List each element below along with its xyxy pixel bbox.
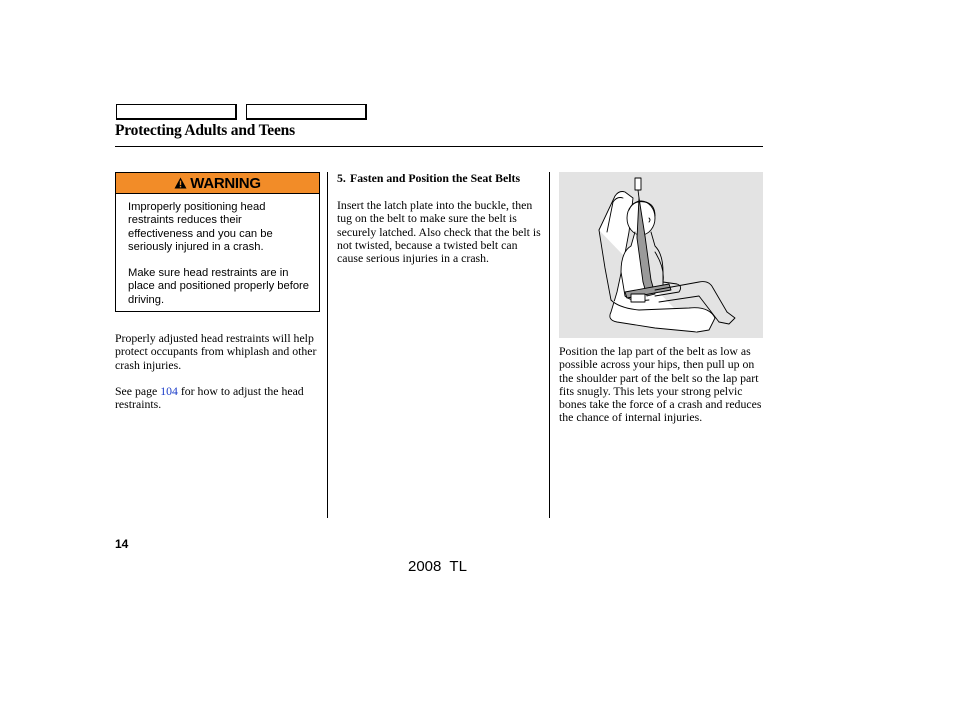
head-restraint-paragraph: Properly adjusted head restraints will help protect occupants from whiplash and other crash injuries.	[115, 331, 317, 372]
warning-body	[116, 194, 319, 307]
column-divider-right	[549, 172, 550, 518]
warning-label: WARNING	[190, 174, 261, 192]
nav-button-table-of-contents[interactable]	[246, 104, 367, 120]
page-104-link[interactable]: 104	[160, 384, 178, 398]
warning-paragraph: Improperly positioning head restraints reduces their effectiveness and you can be seriously injured in a crash.	[128, 201, 273, 253]
step-number: 5.	[337, 171, 346, 185]
page-number: 14	[115, 537, 129, 551]
nav-button-main-menu[interactable]	[116, 104, 237, 120]
warning-box	[115, 172, 320, 312]
see-page-text-rest: for how to adjust the head restraints.	[115, 384, 304, 412]
warning-header	[116, 173, 319, 194]
see-page-paragraph	[115, 385, 320, 412]
warning-paragraph: Make sure head restraints are in place and positioned properly before driving.	[128, 267, 309, 306]
page-title: Protecting Adults and Teens	[115, 122, 295, 139]
column-divider-left	[327, 172, 328, 518]
lap-belt-paragraph: Position the lap part of the belt as low as possible across your hips, then pull up on the shoulder part of the belt so the lap part fits snugly. This lets your strong pelvic bones take the force of a crash and reduces the chance of internal injuries.	[559, 344, 762, 425]
step-heading	[337, 172, 542, 185]
seat-belt-instructions: Insert the latch plate into the buckle, then tug on the belt to make sure the belt is securely latched. Also check that the belt is not twisted, because a twisted belt can cause serious injuries in a crash.	[337, 198, 541, 266]
footer-model-label: 2008 TL	[408, 558, 467, 575]
title-divider	[115, 146, 763, 147]
warning-triangle-icon	[174, 177, 187, 189]
seat-belt-illustration	[559, 172, 763, 338]
step-title: Fasten and Position the Seat Belts	[350, 171, 521, 185]
see-page-text: See page	[115, 384, 161, 398]
